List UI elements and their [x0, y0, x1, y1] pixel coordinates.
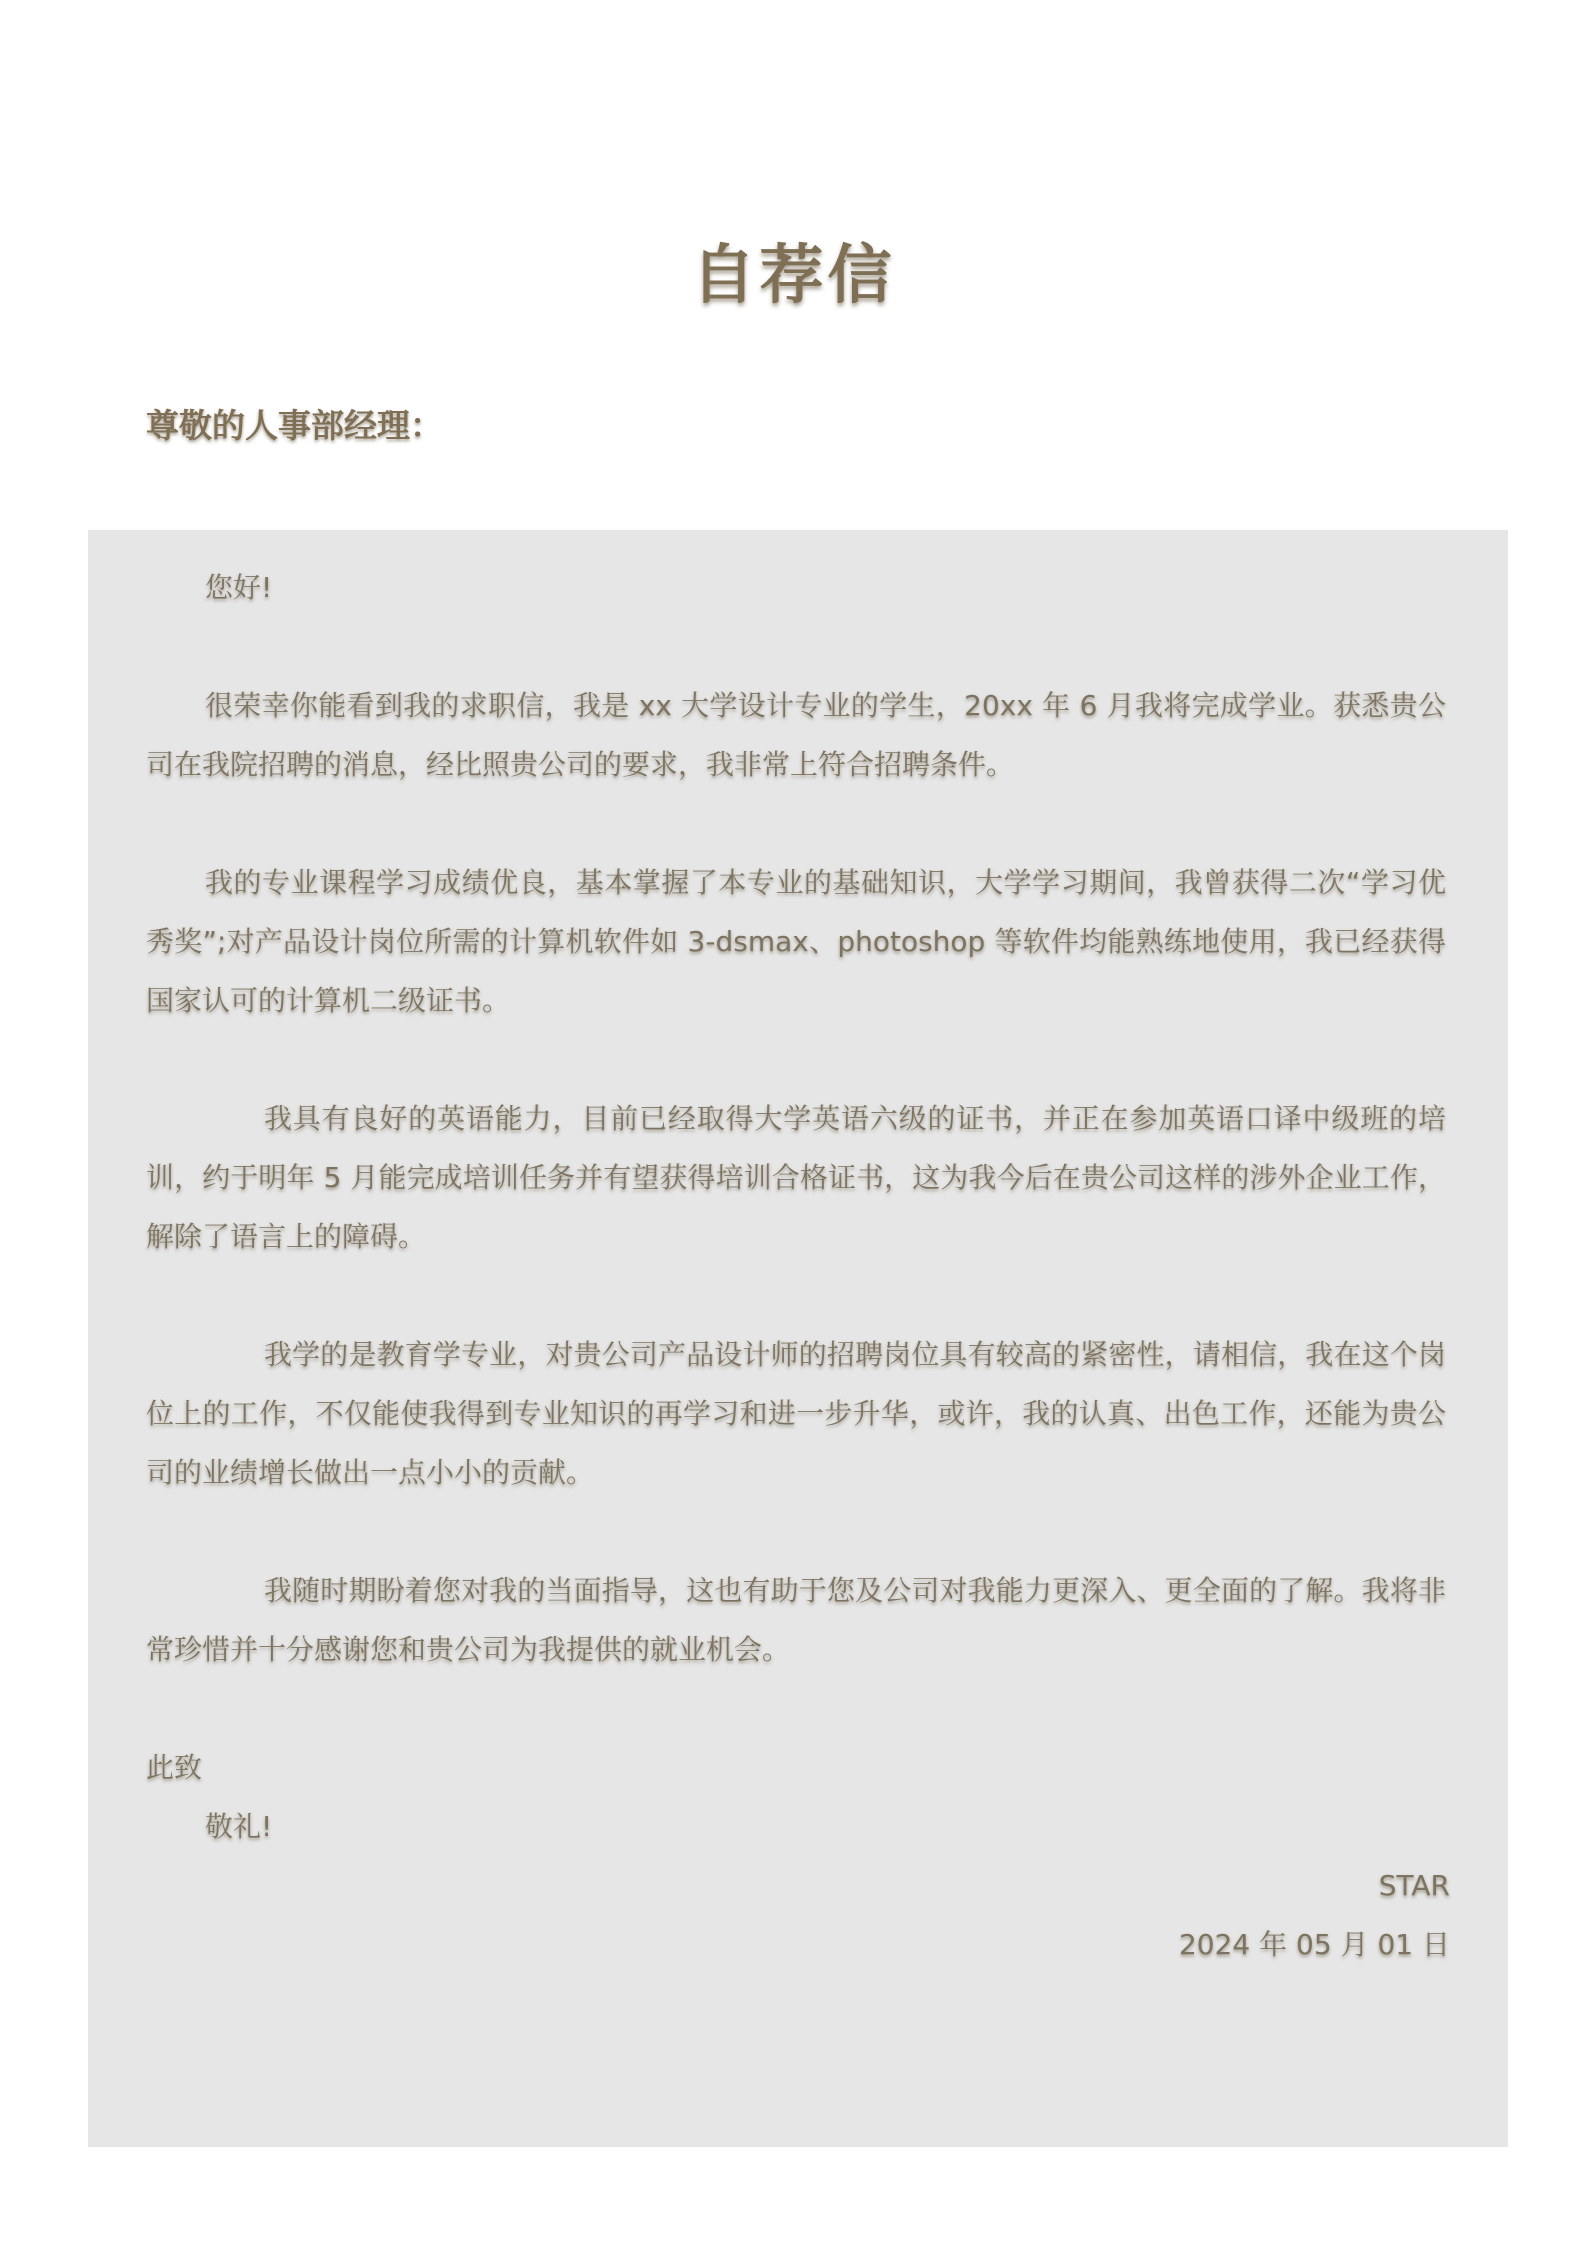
signature: STAR [1378, 1869, 1450, 1902]
salutation: 尊敬的人事部经理： [146, 406, 443, 445]
paragraph-1: 很荣幸你能看到我的求职信，我是 xx 大学设计专业的学生，20xx 年 6 月我将完成学业。获悉贵公司在我院招聘的消息，经比照贵公司的要求，我非常上符合招聘条件。 [146, 689, 1446, 781]
paragraph-2: 我的专业课程学习成绩优良，基本掌握了本专业的基础知识，大学学习期间，我曾获得二次“学习优秀奖”;对产品设计岗位所需的计算机软件如 3-dsmax、photoshop 等软件均能熟练地使用，我已经获得国家认可的计算机二级证书。 [146, 866, 1446, 1017]
paragraph-3: 我具有良好的英语能力，目前已经取得大学英语六级的证书，并正在参加英语口译中级班的培训，约于明年 5 月能完成培训任务并有望获得培训合格证书，这为我今后在贵公司这样的涉外企业工作，解除了语言上的障碍。 [146, 1102, 1446, 1253]
greeting: 您好! [205, 571, 273, 604]
closing: 此致 [146, 1751, 203, 1784]
letter-body-panel [88, 530, 1508, 2147]
page-title: 自荐信 [691, 239, 896, 313]
date: 2024 年 05 月 01 日 [1178, 1928, 1450, 1961]
paragraph-4: 我学的是教育学专业，对贵公司产品设计师的招聘岗位具有较高的紧密性，请相信，我在这个岗位上的工作，不仅能使我得到专业知识的再学习和进一步升华，或许，我的认真、出色工作，还能为贵公司的业绩增长做出一点小小的贡献。 [146, 1338, 1446, 1489]
paragraph-5: 我随时期盼着您对我的当面指导，这也有助于您及公司对我能力更深入、更全面的了解。我将非常珍惜并十分感谢您和贵公司为我提供的就业机会。 [146, 1574, 1446, 1666]
regards: 敬礼! [205, 1810, 273, 1843]
